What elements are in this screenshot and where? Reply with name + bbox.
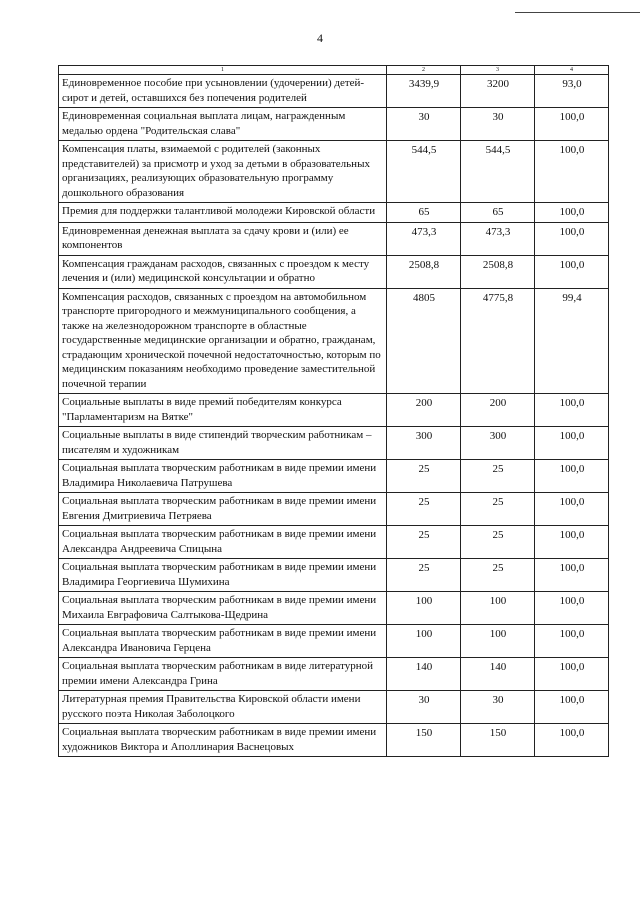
row-name-cell: Социальные выплаты в виде премий победителям конкурса "Парламентаризм на Вятке"	[59, 394, 387, 427]
table-row	[59, 394, 609, 427]
row-value-col3: 300	[461, 427, 535, 460]
row-name-cell: Компенсация гражданам расходов, связанных с проездом к месту лечения и (или) медицинской консультации и обратно	[59, 255, 387, 288]
row-value-col4: 99,4	[535, 288, 609, 394]
row-value-col4: 100,0	[535, 592, 609, 625]
row-value-col4: 100,0	[535, 222, 609, 255]
row-name-cell: Единовременная социальная выплата лицам, награжденным медалью ордена "Родительская слава"	[59, 108, 387, 141]
row-value-col3: 473,3	[461, 222, 535, 255]
table-row	[59, 625, 609, 658]
row-name-cell: Социальная выплата творческим работникам в виде премии имени Евгения Дмитриевича Петряева	[59, 493, 387, 526]
row-value-col3: 65	[461, 203, 535, 223]
header-cell-1: 1	[59, 66, 387, 75]
header-cell-3: 3	[461, 66, 535, 75]
row-name-cell: Социальная выплата творческим работникам в виде литературной премии имени Александра Грина	[59, 658, 387, 691]
row-value-col4: 100,0	[535, 625, 609, 658]
row-value-col2: 544,5	[387, 141, 461, 203]
row-value-col4: 100,0	[535, 526, 609, 559]
table-row	[59, 288, 609, 394]
row-value-col2: 4805	[387, 288, 461, 394]
row-name-cell: Социальная выплата творческим работникам в виде премии имени Владимира Николаевича Патрушева	[59, 460, 387, 493]
row-value-col4: 100,0	[535, 691, 609, 724]
row-value-col2: 140	[387, 658, 461, 691]
row-value-col2: 100	[387, 625, 461, 658]
table-row	[59, 658, 609, 691]
table-row	[59, 222, 609, 255]
row-name-cell: Социальные выплаты в виде стипендий творческим работникам – писателям и художникам	[59, 427, 387, 460]
row-value-col4: 100,0	[535, 203, 609, 223]
row-value-col2: 3439,9	[387, 75, 461, 108]
row-value-col2: 100	[387, 592, 461, 625]
table-row	[59, 108, 609, 141]
table-row	[59, 493, 609, 526]
row-value-col4: 100,0	[535, 493, 609, 526]
row-value-col3: 25	[461, 559, 535, 592]
row-name-cell: Единовременная денежная выплата за сдачу крови и (или) ее компонентов	[59, 222, 387, 255]
page-number: 4	[317, 31, 323, 45]
row-name-cell: Компенсация расходов, связанных с проездом на автомобильном транспорте пригородного и межмуниципального сообщения, а также на железнодорожном транспорте в областные государственные медицинские организации и обратно, гражданам, страдающим хронической почечной недостаточностью, которым по медицинским показаниям необходимо проведение заместительной почечной терапии	[59, 288, 387, 394]
row-value-col3: 150	[461, 724, 535, 757]
row-value-col3: 100	[461, 592, 535, 625]
row-name-cell: Социальная выплата творческим работникам в виде премии имени художников Виктора и Аполлинария Васнецовых	[59, 724, 387, 757]
row-value-col2: 65	[387, 203, 461, 223]
header-cell-4: 4	[535, 66, 609, 75]
table-row	[59, 460, 609, 493]
table-row	[59, 526, 609, 559]
table-row	[59, 75, 609, 108]
row-value-col3: 544,5	[461, 141, 535, 203]
row-value-col2: 25	[387, 559, 461, 592]
table-row	[59, 691, 609, 724]
row-value-col3: 30	[461, 691, 535, 724]
row-value-col2: 30	[387, 691, 461, 724]
row-value-col2: 30	[387, 108, 461, 141]
row-value-col3: 100	[461, 625, 535, 658]
row-name-cell: Социальная выплата творческим работникам в виде премии имени Александра Андреевича Спицына	[59, 526, 387, 559]
row-value-col2: 150	[387, 724, 461, 757]
row-value-col4: 100,0	[535, 255, 609, 288]
scan-edge-line	[515, 0, 640, 13]
row-value-col3: 25	[461, 526, 535, 559]
row-value-col4: 100,0	[535, 559, 609, 592]
row-value-col2: 25	[387, 526, 461, 559]
row-name-cell: Литературная премия Правительства Кировской области имени русского поэта Николая Заболоцкого	[59, 691, 387, 724]
row-value-col4: 100,0	[535, 108, 609, 141]
table-row	[59, 559, 609, 592]
row-value-col3: 25	[461, 493, 535, 526]
table-body	[59, 75, 609, 757]
row-value-col2: 300	[387, 427, 461, 460]
payments-table	[58, 65, 609, 757]
row-name-cell: Премия для поддержки талантливой молодежи Кировской области	[59, 203, 387, 223]
table-row	[59, 592, 609, 625]
row-value-col2: 25	[387, 493, 461, 526]
row-value-col3: 4775,8	[461, 288, 535, 394]
row-value-col2: 473,3	[387, 222, 461, 255]
row-value-col4: 93,0	[535, 75, 609, 108]
row-value-col2: 25	[387, 460, 461, 493]
table-row	[59, 724, 609, 757]
row-value-col3: 30	[461, 108, 535, 141]
row-name-cell: Социальная выплата творческим работникам в виде премии имени Александра Ивановича Герцена	[59, 625, 387, 658]
row-value-col2: 200	[387, 394, 461, 427]
header-row	[59, 66, 609, 75]
table-row	[59, 427, 609, 460]
row-name-cell: Социальная выплата творческим работникам в виде премии имени Михаила Евграфовича Салтыкова-Щедрина	[59, 592, 387, 625]
row-value-col4: 100,0	[535, 460, 609, 493]
row-value-col4: 100,0	[535, 724, 609, 757]
table-row	[59, 255, 609, 288]
row-name-cell: Единовременное пособие при усыновлении (удочерении) детей-сирот и детей, оставшихся без попечения родителей	[59, 75, 387, 108]
table-row	[59, 203, 609, 223]
row-value-col2: 2508,8	[387, 255, 461, 288]
row-value-col3: 3200	[461, 75, 535, 108]
row-value-col3: 200	[461, 394, 535, 427]
row-value-col4: 100,0	[535, 394, 609, 427]
row-value-col4: 100,0	[535, 427, 609, 460]
row-value-col3: 25	[461, 460, 535, 493]
row-value-col4: 100,0	[535, 658, 609, 691]
row-value-col4: 100,0	[535, 141, 609, 203]
header-cell-2: 2	[387, 66, 461, 75]
row-value-col3: 2508,8	[461, 255, 535, 288]
row-value-col3: 140	[461, 658, 535, 691]
row-name-cell: Социальная выплата творческим работникам в виде премии имени Владимира Георгиевича Шумихина	[59, 559, 387, 592]
table-row	[59, 141, 609, 203]
row-name-cell: Компенсация платы, взимаемой с родителей (законных представителей) за присмотр и уход за детьми в образовательных организациях, реализующих образовательную программу дошкольного образования	[59, 141, 387, 203]
